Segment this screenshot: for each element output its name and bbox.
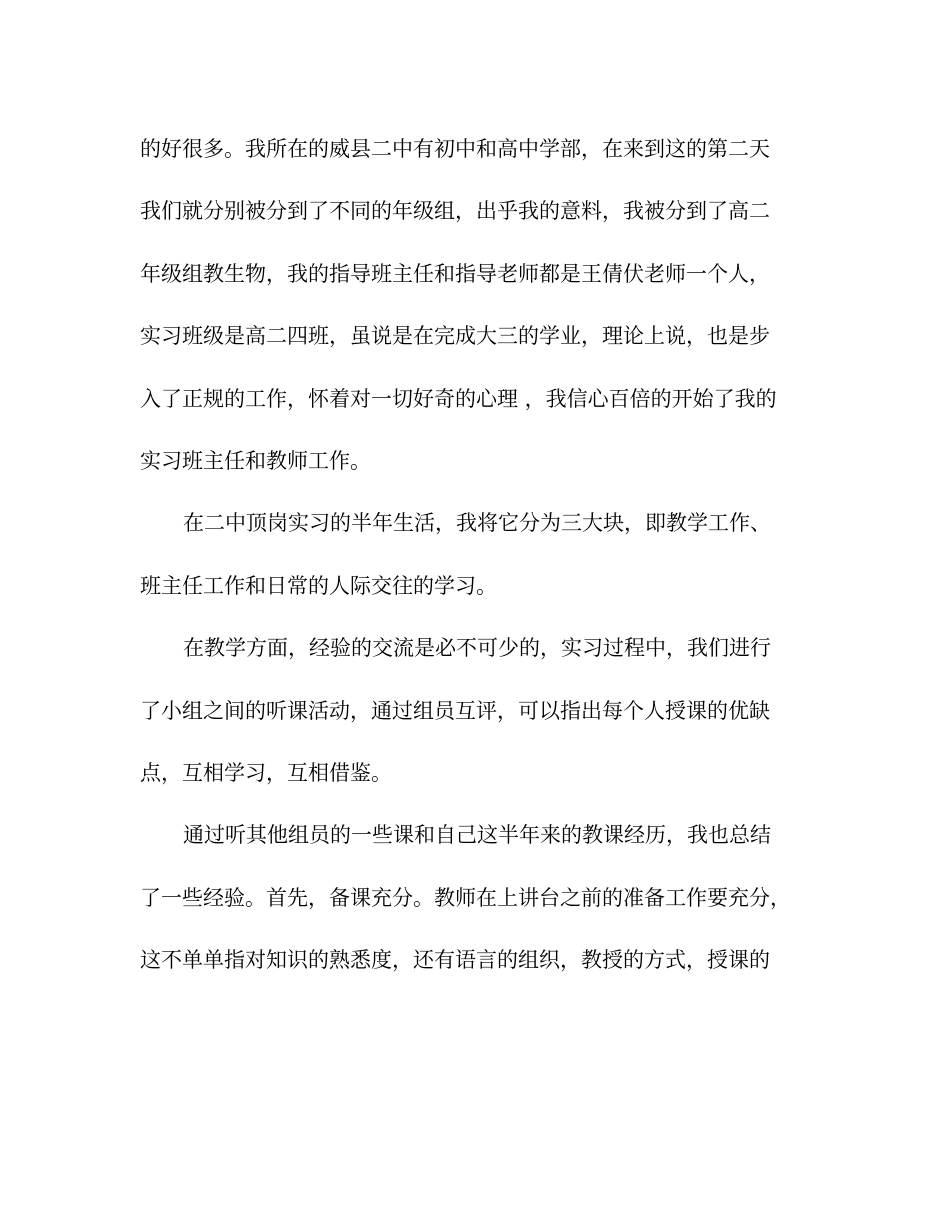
text-line: 实习班级是高二四班，虽说是在完成大三的学业，理论上说，也是步 xyxy=(140,324,770,349)
text-line: 的好很多。我所在的威县二中有初中和高中学部，在来到这的第二天 xyxy=(140,137,770,161)
text-line: 我们就分别被分到了不同的年级组，出乎我的意料，我被分到了高二 xyxy=(140,199,770,224)
text-line: 入了正规的工作，怀着对一切好奇的心理 ，我信心百倍的开始了我的 xyxy=(140,386,777,411)
text-line: 这不单单指对知识的熟悉度，还有语言的组织，教授的方式，授课的 xyxy=(140,948,770,973)
text-line: 点，互相学习，互相借鉴。 xyxy=(140,760,392,785)
paragraph-start-line: 在教学方面，经验的交流是必不可少的，实习过程中，我们进行 xyxy=(183,636,771,661)
text-line: 实习班主任和教师工作。 xyxy=(140,448,371,473)
paragraph-start-line: 通过听其他组员的一些课和自己这半年来的教课经历，我也总结 xyxy=(183,823,771,848)
text-line: 了小组之间的听课活动，通过组员互评，可以指出每个人授课的优缺 xyxy=(140,698,770,723)
paragraph-start-line: 在二中顶岗实习的半年生活，我将它分为三大块，即教学工作、 xyxy=(183,511,771,536)
text-line: 年级组教生物，我的指导班主任和指导老师都是王倩伏老师一个人， xyxy=(140,261,770,286)
text-line: 班主任工作和日常的人际交往的学习。 xyxy=(140,573,497,598)
text-line: 了一些经验。首先，备课充分。教师在上讲台之前的准备工作要充分， xyxy=(140,885,791,910)
document-body xyxy=(140,118,820,991)
